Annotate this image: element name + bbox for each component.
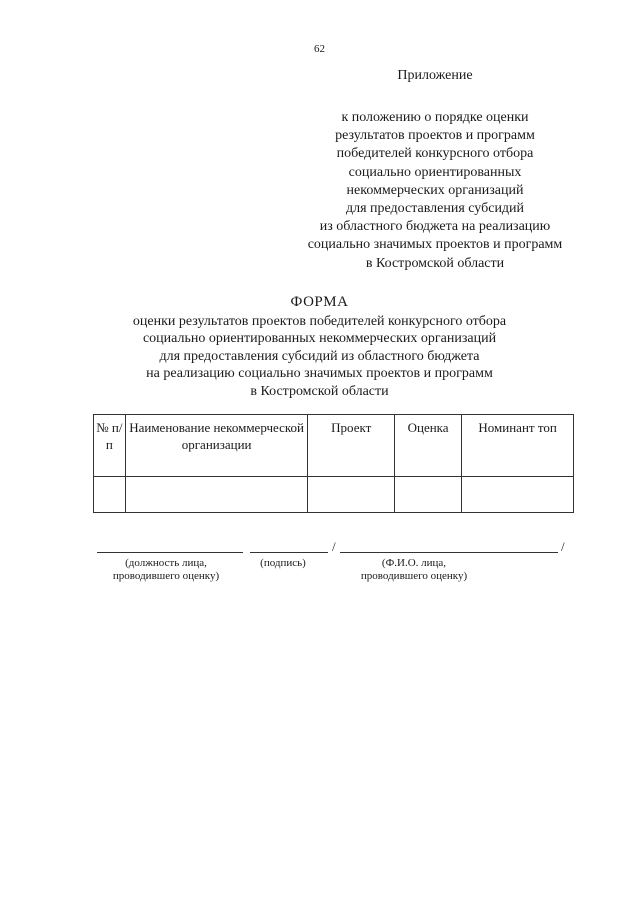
slash-separator: / (561, 539, 565, 554)
table-cell[interactable] (94, 477, 126, 513)
table-cell[interactable] (125, 477, 308, 513)
appendix-line: из областного бюджета на реализацию (319, 219, 551, 235)
form-line: в Костромской области (250, 383, 389, 399)
name-label: (Ф.И.О. лица, проводившего оценку) (360, 557, 468, 582)
name-signature-line[interactable] (340, 552, 558, 553)
appendix-line: результатов проектов и программ (335, 128, 535, 144)
header-organization: Наименование некоммерческой организации (125, 415, 308, 477)
form-line: социально ориентированных некоммерческих организаций (142, 331, 497, 347)
rating-table (93, 414, 574, 513)
position-label: (должность лица, проводившего оценку) (112, 557, 220, 582)
slash-separator: / (332, 539, 336, 554)
appendix-text (285, 109, 585, 273)
appendix-line: социально значимых проектов и программ (307, 237, 563, 253)
header-nominee: Номинант топ (462, 415, 574, 477)
appendix-line: победителей конкурсного отбора (336, 146, 534, 162)
header-project: Проект (308, 415, 395, 477)
signature-line[interactable] (250, 552, 328, 553)
form-line: на реализацию социально значимых проектов и программ (146, 366, 493, 382)
form-title: ФОРМА (290, 294, 349, 310)
appendix-line: в Костромской области (365, 255, 505, 271)
table-cell[interactable] (462, 477, 574, 513)
appendix-title: Приложение (397, 68, 473, 83)
header-score: Оценка (395, 415, 462, 477)
header-number: № п/п (94, 415, 126, 477)
table-cell[interactable] (308, 477, 395, 513)
form-line: оценки результатов проектов победителей конкурсного отбора (132, 314, 507, 329)
table-header-row (94, 415, 574, 477)
table-cell[interactable] (395, 477, 462, 513)
form-line: для предоставления субсидий из областного бюджета (159, 348, 480, 364)
form-subtitle (60, 313, 579, 400)
table-row (94, 477, 574, 513)
appendix-line: социально ориентированных (348, 164, 522, 180)
appendix-line: для предоставления субсидий (345, 201, 525, 217)
signature-label: (подпись) (260, 557, 306, 569)
page-number: 62 (314, 43, 325, 55)
appendix-line: некоммерческих организаций (346, 182, 524, 198)
appendix-line: к положению о порядке оценки (341, 110, 529, 125)
position-signature-line[interactable] (97, 552, 243, 553)
